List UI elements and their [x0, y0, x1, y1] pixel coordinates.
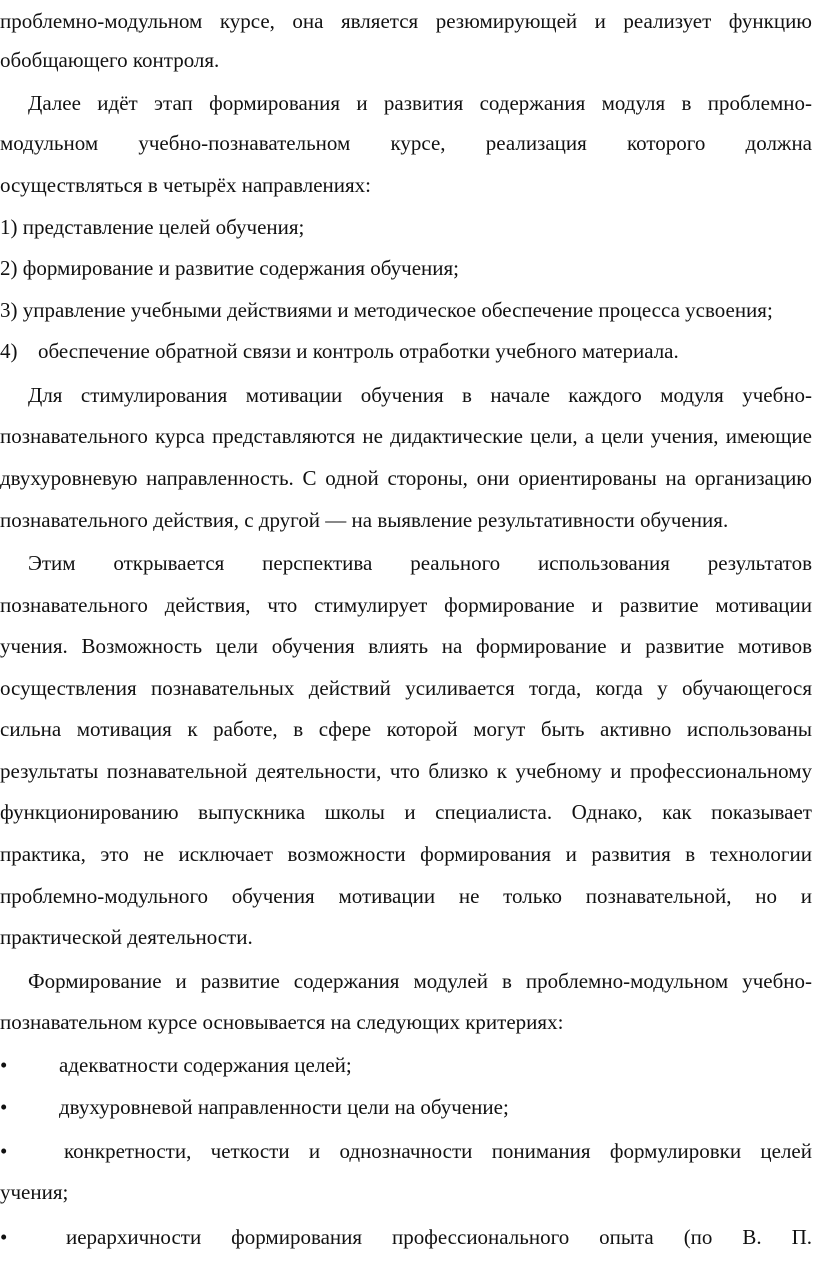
- bullet-marker: •: [0, 1225, 8, 1249]
- paragraph-line: познавательном курсе основывается на следующих критериях:: [0, 1010, 564, 1034]
- bullet-item-text: конкретности, четкости и однозначности понимания формулировки целей: [64, 1139, 812, 1163]
- bullet-item-continuation: учения;: [0, 1180, 69, 1204]
- paragraph-line: Формирование и развитие содержания модулей в проблемно-модульном учебно-: [28, 969, 812, 993]
- bullet-marker: •: [0, 1053, 8, 1077]
- paragraph-line: познавательного курса представляются не дидактические цели, а цели учения, имеющие: [0, 424, 812, 448]
- paragraph-line: обобщающего контроля.: [0, 48, 220, 72]
- list-item-text: обеспечение обратной связи и контроль отработки учебного материала.: [38, 339, 679, 363]
- paragraph-line: Этим открывается перспектива реального использования результатов: [28, 551, 812, 575]
- list-item: 3) управление учебными действиями и методическое обеспечение процесса усвоения;: [0, 298, 773, 322]
- bullet-item-text: адекватности содержания целей;: [59, 1053, 352, 1077]
- list-item: 2) формирование и развитие содержания обучения;: [0, 256, 459, 280]
- bullet-item-text: двухуровневой направленности цели на обучение;: [59, 1095, 509, 1119]
- paragraph-line: познавательного действия, с другой — на выявление результативности обучения.: [0, 508, 729, 532]
- bullet-marker: •: [0, 1139, 8, 1163]
- bullet-marker: •: [0, 1095, 8, 1119]
- paragraph-line: учения. Возможность цели обучения влиять на формирование и развитие мотивов: [0, 634, 812, 658]
- paragraph-line: практической деятельности.: [0, 925, 253, 949]
- list-item: 1) представление целей обучения;: [0, 215, 305, 239]
- paragraph-line: осуществляться в четырёх направлениях:: [0, 173, 371, 197]
- paragraph-line: познавательного действия, что стимулирует формирование и развитие мотивации: [0, 593, 812, 617]
- paragraph-line: Для стимулирования мотивации обучения в начале каждого модуля учебно-: [28, 383, 812, 407]
- paragraph-line: осуществления познавательных действий усиливается тогда, когда у обучающегося: [0, 676, 812, 700]
- paragraph-line: двухуровневую направленность. С одной стороны, они ориентированы на организацию: [0, 466, 812, 490]
- paragraph-line: функционированию выпускника школы и специалиста. Однако, как показывает: [0, 800, 812, 824]
- paragraph-line: практика, это не исключает возможности формирования и развития в технологии: [0, 842, 812, 866]
- list-item: [0, 336, 812, 366]
- list-item-marker: 4): [0, 339, 18, 363]
- paragraph-line: сильна мотивация к работе, в сфере которой могут быть активно использованы: [0, 717, 812, 741]
- paragraph-line: проблемно-модульном курсе, она является резюмирующей и реализует функцию: [0, 9, 812, 33]
- paragraph-line: модульном учебно-познавательном курсе, реализация которого должна: [0, 131, 812, 155]
- bullet-item-text: иерархичности формирования профессионального опыта (по В. П.: [66, 1225, 812, 1249]
- paragraph-line: Далее идёт этап формирования и развития содержания модуля в проблемно-: [28, 91, 812, 115]
- paragraph-line: результаты познавательной деятельности, что близко к учебному и профессиональному: [0, 759, 812, 783]
- paragraph-line: проблемно-модульного обучения мотивации не только познавательной, но и: [0, 884, 812, 908]
